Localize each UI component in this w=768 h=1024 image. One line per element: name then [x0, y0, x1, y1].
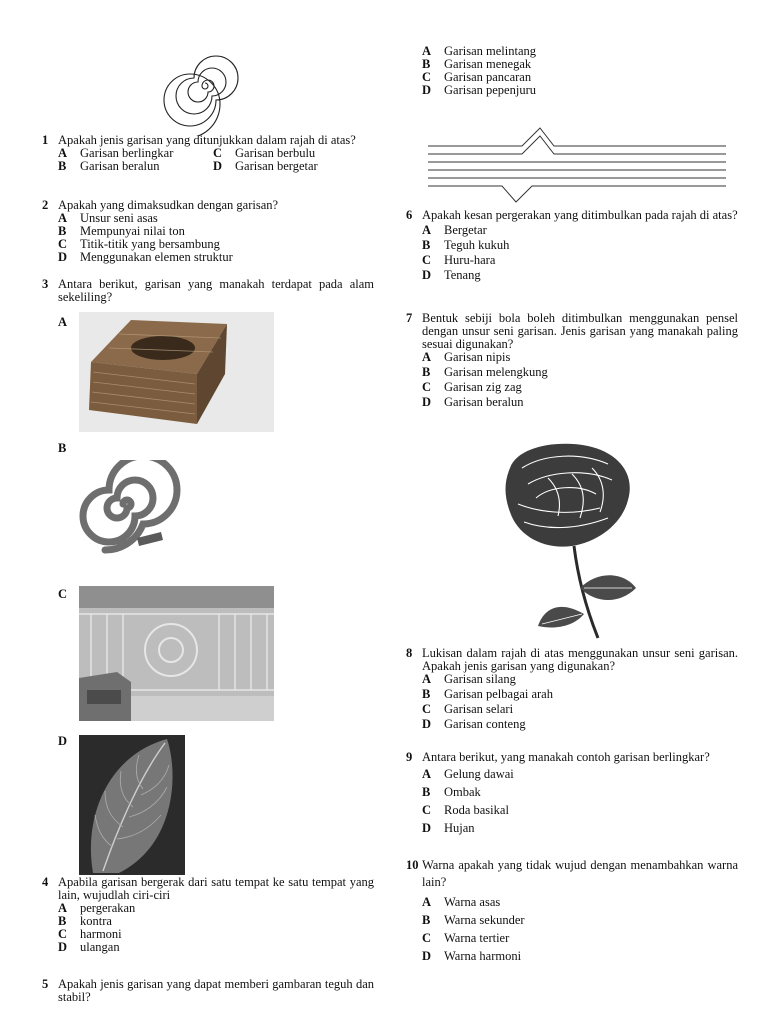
option-a[interactable]: A Garisan melintang [422, 44, 536, 58]
question-number: 4 [42, 875, 49, 889]
option-c[interactable]: C Huru-hara [422, 253, 496, 267]
leaf-photo[interactable] [79, 735, 274, 875]
question-text: Antara berikut, yang manakah contoh garisan berlingkar? [422, 750, 710, 764]
question-5-options [406, 45, 738, 97]
option-d[interactable]: D ulangan [58, 940, 120, 954]
option-b[interactable]: B kontra [58, 914, 112, 928]
question-2 [42, 199, 374, 264]
option-c[interactable]: C Warna tertier [422, 931, 510, 945]
option-a[interactable]: A pergerakan [58, 901, 136, 915]
option-d[interactable]: D Garisan pepenjuru [422, 83, 536, 97]
rose-sketch-illustration [488, 438, 650, 644]
option-c[interactable]: C Garisan zig zag [422, 380, 522, 394]
question-number: 3 [42, 277, 49, 291]
spiral-line-illustration [150, 40, 260, 136]
option-b[interactable]: B Garisan melengkung [422, 365, 548, 379]
option-b[interactable]: B Garisan beralun [58, 159, 160, 173]
question-number: 6 [406, 208, 413, 222]
question-10 [406, 857, 738, 966]
option-c[interactable]: C harmoni [58, 927, 122, 941]
image-option-c-label[interactable]: C [58, 587, 68, 601]
question-6 [406, 209, 738, 284]
option-a[interactable]: A Garisan nipis [422, 350, 511, 364]
question-text: Apakah jenis garisan yang ditunjukkan dalam rajah di atas? [58, 133, 356, 147]
question-7 [406, 312, 738, 411]
question-1 [42, 134, 374, 173]
question-text: Antara berikut, garisan yang manakah terdapat pada alam sekeliling? [58, 277, 374, 304]
option-c[interactable]: C Roda basikal [422, 803, 509, 817]
question-text: Bentuk sebiji bola boleh ditimbulkan menggunakan pensel dengan unsur seni garisan. Jenis garisan yang manakah paling sesuai digunakan? [422, 311, 738, 351]
option-b[interactable]: B Garisan pelbagai arah [422, 687, 553, 701]
option-c[interactable]: C Garisan pancaran [422, 70, 532, 84]
option-d[interactable]: D Tenang [422, 268, 481, 282]
question-number: 5 [42, 977, 49, 991]
metal-gate-photo[interactable] [79, 586, 274, 721]
option-row [58, 160, 374, 173]
option-b[interactable]: B Mempunyai nilai ton [58, 224, 185, 238]
option-d[interactable]: D Garisan bergetar [213, 159, 318, 173]
option-d[interactable]: D Hujan [422, 821, 475, 835]
question-text: Warna apakah yang tidak wujud dengan menambahkan warna lain? [422, 858, 738, 889]
option-b[interactable]: B Teguh kukuh [422, 238, 510, 252]
option-a[interactable]: A Bergetar [422, 223, 487, 237]
question-8 [406, 647, 738, 733]
question-number: 10 [406, 858, 419, 872]
option-a[interactable]: A Garisan berlingkar [58, 146, 174, 160]
option-d[interactable]: D Warna harmoni [422, 949, 522, 963]
question-3 [42, 278, 374, 304]
option-b[interactable]: B Garisan menegak [422, 57, 532, 71]
question-text: Apakah yang dimaksudkan dengan garisan? [58, 198, 279, 212]
option-c[interactable]: C Titik-titik yang bersambung [58, 237, 220, 251]
question-5 [42, 978, 374, 1004]
question-4 [42, 876, 374, 954]
option-a[interactable]: A Garisan silang [422, 672, 516, 686]
zigzag-lines-illustration [428, 124, 726, 206]
option-c[interactable]: C Garisan selari [422, 702, 514, 716]
image-option-d-label[interactable]: D [58, 734, 68, 748]
question-number: 2 [42, 198, 49, 212]
option-b[interactable]: B Warna sekunder [422, 913, 525, 927]
image-option-b-label[interactable]: B [58, 441, 67, 455]
image-option-a-label[interactable]: A [58, 315, 68, 329]
question-number: 9 [406, 750, 413, 764]
question-number: 8 [406, 646, 413, 660]
question-9 [406, 751, 738, 840]
question-text: Apakah kesan pergerakan yang ditimbulkan pada rajah di atas? [422, 208, 738, 222]
mosquito-coil-photo[interactable] [79, 460, 274, 575]
option-d[interactable]: D Garisan conteng [422, 717, 526, 731]
question-text: Lukisan dalam rajah di atas menggunakan unsur seni garisan. Apakah jenis garisan yang digunakan? [422, 646, 738, 673]
option-b[interactable]: B Ombak [422, 785, 481, 799]
option-d[interactable]: D Garisan beralun [422, 395, 524, 409]
tissue-box-photo[interactable] [79, 312, 274, 432]
option-a[interactable]: A Warna asas [422, 895, 501, 909]
question-number: 7 [406, 311, 413, 325]
option-a[interactable]: A Gelung dawai [422, 767, 514, 781]
option-a[interactable]: A Unsur seni asas [58, 211, 158, 225]
option-c[interactable]: C Garisan berbulu [213, 146, 316, 160]
question-text: Apakah jenis garisan yang dapat memberi gambaran teguh dan stabil? [58, 977, 374, 1004]
question-number: 1 [42, 133, 49, 147]
question-text: Apabila garisan bergerak dari satu tempat ke satu tempat yang lain, wujudlah ciri-ciri [58, 875, 374, 902]
option-d[interactable]: D Menggunakan elemen struktur [58, 250, 233, 264]
